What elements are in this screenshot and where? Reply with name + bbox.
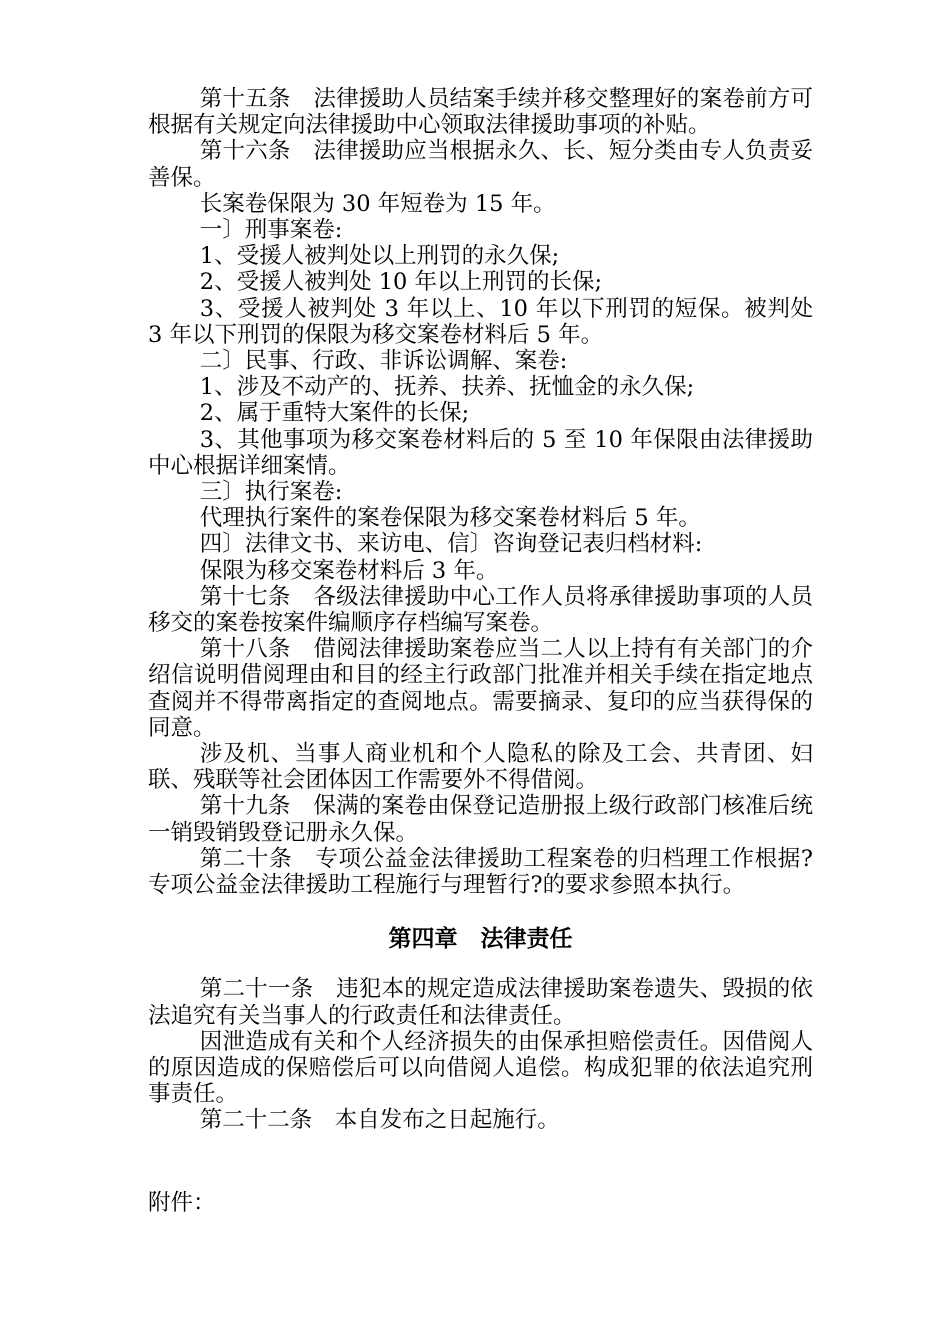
execution-cases-heading: 三〕执行案卷: xyxy=(199,479,343,506)
execution-retention: 代理执行案件的案卷保限为移交案卷材料后 5 年。 xyxy=(199,505,701,532)
civil-item-2: 2、属于重特大案件的长保; xyxy=(199,400,470,427)
document-page xyxy=(148,86,813,1216)
retention-periods: 长案卷保限为 30 年短卷为 15 年。 xyxy=(199,190,556,217)
criminal-item-1: 1、受援人被判处以上刑罚的永久保; xyxy=(199,243,560,270)
chapter-heading: 第四章 法律责任 xyxy=(388,926,573,953)
article-22: 第二十二条 本自发布之日起施行。 xyxy=(199,1107,560,1134)
civil-item-1: 1、涉及不动产的、抚养、扶养、抚恤金的永久保; xyxy=(199,374,695,401)
article-21-compensation: 因泄造成有关和个人经济损失的由保承担赔偿责任。因借阅人的原因造成的保赔偿后可以向借阅人追偿。构成犯罪的依法追究刑事责任。 xyxy=(148,1028,813,1108)
article-16: 第十六条 法律援助应当根据永久、长、短分类由专人负责妥善保。 xyxy=(148,138,813,191)
criminal-cases-heading: 一〕刑事案卷: xyxy=(199,217,343,244)
article-15: 第十五条 法律援助人员结案手续并移交整理好的案卷前方可根据有关规定向法律援助中心领取法律援助事项的补贴。 xyxy=(148,86,813,139)
civil-item-3: 3、其他事项为移交案卷材料后的 5 至 10 年保限由法律援助中心根据详细案情。 xyxy=(148,426,813,479)
article-20: 第二十条 专项公益金法律援助工程案卷的归档理工作根据?专项公益金法律援助工程施行与理暂行?的要求参照本执行。 xyxy=(148,845,813,899)
criminal-item-3: 3、受援人被判处 3 年以上、10 年以下刑罚的短保。被判处 3 年以下刑罚的保限为移交案卷材料后 5 年。 xyxy=(148,295,813,348)
attachment-label: 附件： xyxy=(148,1189,216,1216)
documents-heading: 四〕法律文书、来访电、信〕咨询登记表归档材料: xyxy=(199,531,703,558)
criminal-item-2: 2、受援人被判处 10 年以上刑罚的长保; xyxy=(199,269,603,296)
article-21: 第二十一条 违犯本的规定造成法律援助案卷遗失、毁损的依法追究有关当事人的行政责任和法律责任。 xyxy=(148,976,813,1029)
article-18: 第十八条 借阅法律援助案卷应当二人以上持有有关部门的介绍信说明借阅理由和目的经主行政部门批准并相关手续在指定地点查阅并不得带离指定的查阅地点。需要摘录、复印的应当获得保的同意。 xyxy=(148,636,813,741)
article-17: 第十七条 各级法律援助中心工作人员将承律援助事项的人员移交的案卷按案件编顺序存档编写案卷。 xyxy=(148,583,813,637)
article-18-confidentiality: 涉及机、当事人商业机和个人隐私的除及工会、共青团、妇联、残联等社会团体因工作需要外不得借阅。 xyxy=(148,741,813,794)
civil-cases-heading: 二〕民事、行政、非诉讼调解、案卷: xyxy=(199,348,568,375)
article-19: 第十九条 保满的案卷由保登记造册报上级行政部门核准后统一销毁销毁登记册永久保。 xyxy=(148,793,813,846)
documents-retention: 保限为移交案卷材料后 3 年。 xyxy=(199,557,499,584)
